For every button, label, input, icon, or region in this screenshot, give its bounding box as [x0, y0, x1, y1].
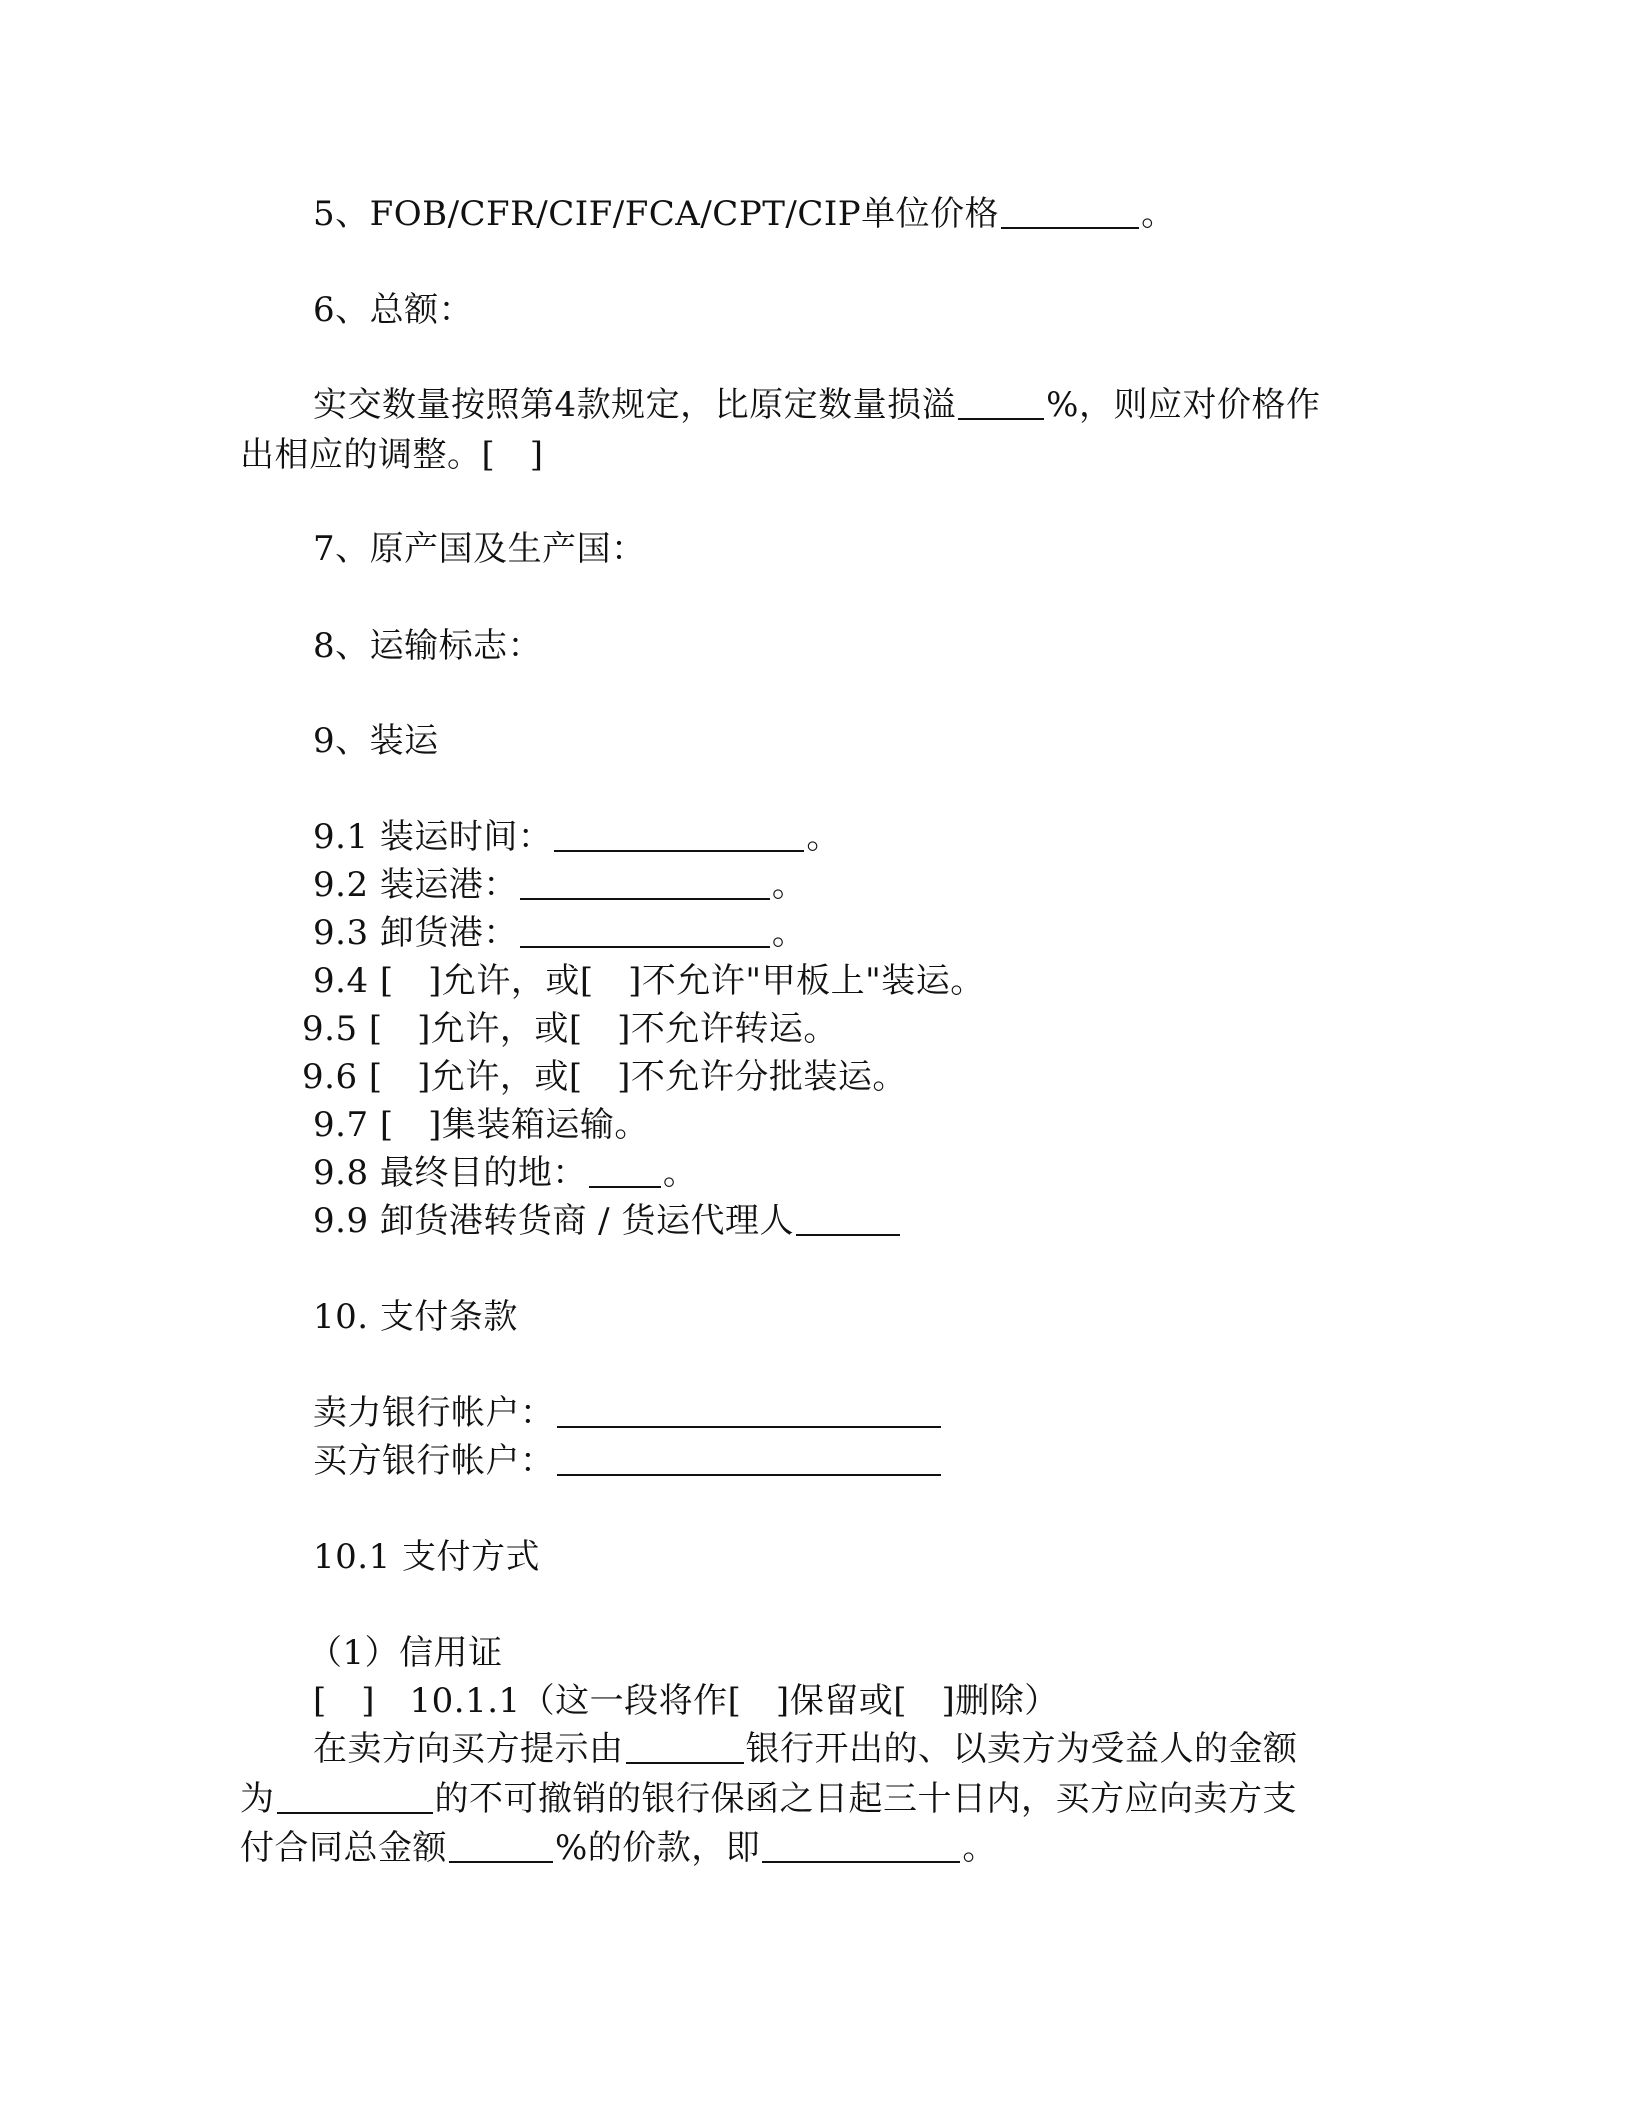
- clause-5-end: 。: [1141, 194, 1176, 234]
- clause-9-4-on-deck: [313, 959, 985, 1003]
- shipment-time-blank: [554, 820, 804, 852]
- quantity-adjustment-text-3: 出相应的调整。[ ]: [240, 435, 544, 475]
- guarantee-text-3: 为: [240, 1779, 275, 1819]
- guarantee-text-6: %的价款，即: [555, 1828, 761, 1868]
- guarantee-text-4: 的不可撤销的银行保函之日起三十日内，买方应向卖方支: [434, 1779, 1297, 1819]
- clause-9-7-text: 9.7 [ ]集装箱运输。: [313, 1105, 649, 1145]
- guarantee-paragraph-line-3: [240, 1826, 997, 1870]
- seller-bank-label: 卖力银行帐户：: [313, 1393, 555, 1433]
- clause-9-shipment: [313, 719, 439, 763]
- clause-7-origin: [313, 527, 646, 571]
- clause-9-5-transshipment: [302, 1007, 838, 1051]
- guarantee-text-end: 。: [962, 1828, 997, 1868]
- clause-10-1-payment-method: [313, 1535, 540, 1579]
- guarantee-amount-blank: [277, 1782, 433, 1814]
- clause-9-1-shipment-time: [313, 815, 841, 859]
- clause-8-shipping-marks: [313, 624, 542, 668]
- guarantee-text-2: 银行开出的、以卖方为受益人的金额: [745, 1729, 1298, 1769]
- clause-9-8-final-destination: [313, 1151, 697, 1195]
- clause-9-2-end: 。: [771, 865, 807, 905]
- clause-6-text: 6、总额：: [313, 290, 474, 330]
- buyer-bank-blank: [557, 1444, 941, 1476]
- clause-9-9-forwarder: [313, 1199, 902, 1243]
- seller-bank-account: [313, 1391, 943, 1435]
- unit-price-blank: [1001, 197, 1139, 229]
- payment-percent-blank: [449, 1831, 553, 1863]
- quantity-adjustment-line-1: [313, 383, 1320, 427]
- quantity-adjustment-text-2: %，则应对价格作: [1046, 385, 1321, 425]
- clause-9-3-end: 。: [771, 913, 807, 953]
- clause-10-1-1: [313, 1679, 1059, 1723]
- forwarder-blank: [796, 1204, 900, 1236]
- clause-10-text: 10. 支付条款: [313, 1297, 518, 1337]
- final-destination-blank: [589, 1156, 661, 1188]
- quantity-adjustment-text: 实交数量按照第4款规定，比原定数量损溢: [313, 385, 957, 425]
- clause-9-3-text: 9.3 卸货港：: [313, 913, 518, 953]
- clause-9-9-text: 9.9 卸货港转货商 / 货运代理人: [313, 1201, 794, 1241]
- issuing-bank-blank: [626, 1732, 744, 1764]
- tolerance-percent-blank: [958, 388, 1044, 420]
- guarantee-text-1: 在卖方向买方提示由: [313, 1729, 624, 1769]
- guarantee-paragraph-line-2: [240, 1777, 1297, 1821]
- buyer-bank-label: 买方银行帐户：: [313, 1441, 555, 1481]
- clause-9-5-text: 9.5 [ ]允许，或[ ]不允许转运。: [302, 1009, 838, 1049]
- buyer-bank-account: [313, 1439, 943, 1483]
- clause-5-unit-price: [313, 192, 1176, 236]
- clause-9-7-container: [313, 1103, 649, 1147]
- clause-9-8-text: 9.8 最终目的地：: [313, 1153, 587, 1193]
- clause-9-1-text: 9.1 装运时间：: [313, 817, 553, 857]
- clause-7-text: 7、原产国及生产国：: [313, 529, 646, 569]
- clause-10-1-text: 10.1 支付方式: [313, 1537, 541, 1577]
- guarantee-paragraph-line-1: [313, 1727, 1298, 1771]
- clause-10-payment: [313, 1295, 518, 1339]
- seller-bank-blank: [557, 1396, 941, 1428]
- clause-6-total-amount: [313, 288, 473, 332]
- payment-amount-blank: [762, 1831, 960, 1863]
- port-of-discharge-blank: [520, 916, 770, 948]
- clause-9-2-port-of-loading: [313, 863, 806, 907]
- quantity-adjustment-line-2: [240, 433, 544, 477]
- clause-5-text: 5、FOB/CFR/CIF/FCA/CPT/CIP单位价格: [313, 194, 1000, 234]
- clause-9-2-text: 9.2 装运港：: [313, 865, 518, 905]
- clause-10-1-1-text: [ ] 10.1.1（这一段将作[ ]保留或[ ]删除）: [313, 1681, 1059, 1721]
- clause-9-text: 9、装运: [313, 721, 439, 761]
- clause-9-1-end: 。: [806, 817, 841, 857]
- port-of-loading-blank: [520, 868, 770, 900]
- guarantee-text-5: 付合同总金额: [240, 1828, 447, 1868]
- clause-9-3-port-of-discharge: [313, 911, 806, 955]
- letter-of-credit-text: （1）信用证: [308, 1633, 503, 1673]
- clause-9-8-end: 。: [662, 1153, 698, 1193]
- clause-9-6-text: 9.6 [ ]允许，或[ ]不允许分批装运。: [302, 1057, 907, 1097]
- letter-of-credit-heading: [308, 1631, 503, 1675]
- clause-8-text: 8、运输标志：: [313, 626, 543, 666]
- clause-9-4-text: 9.4 [ ]允许，或[ ]不允许"甲板上"装运。: [313, 961, 985, 1001]
- clause-9-6-partial-shipment: [302, 1055, 907, 1099]
